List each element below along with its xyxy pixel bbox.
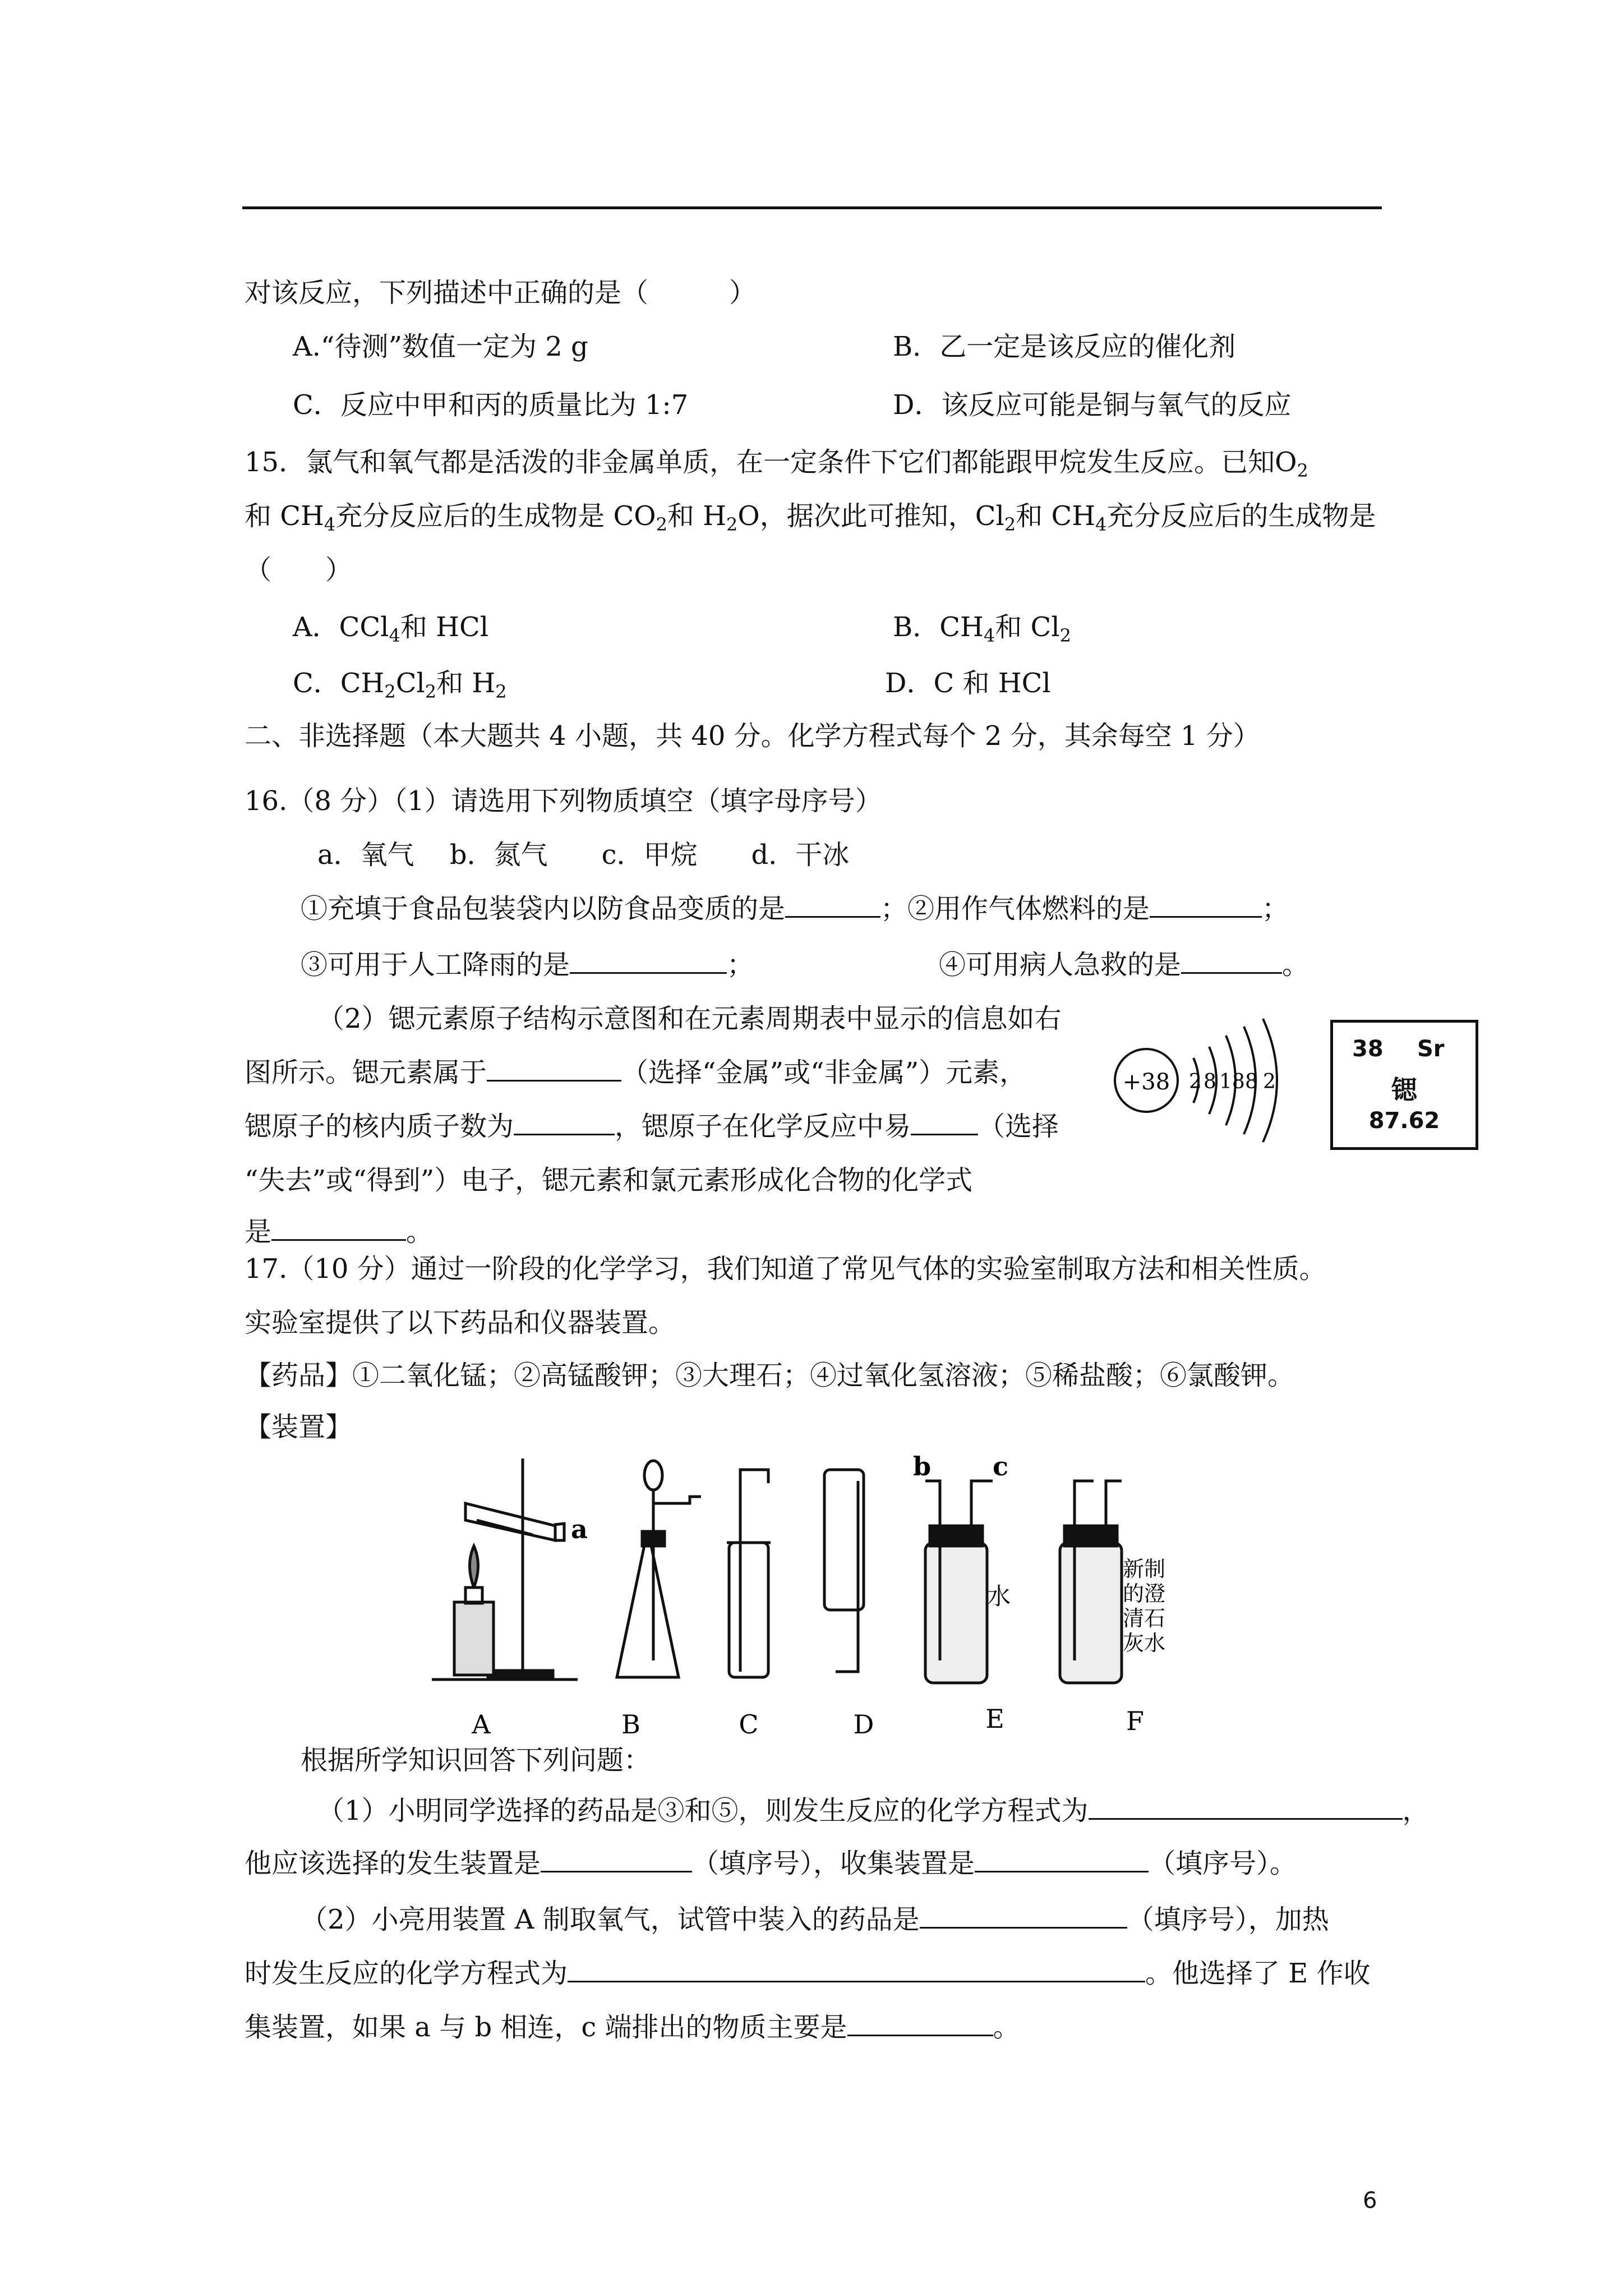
- answer-blank[interactable]: [1181, 947, 1282, 974]
- q17-s1-line2: 他应该选择的发生装置是 （填序号），收集装置是 （填序号）。: [245, 1846, 1297, 1881]
- q16-part2-line2: 图所示。锶元素属于 （选择“金属”或“非金属”）元素，: [245, 1055, 1026, 1091]
- q17-line1: 17.（10 分）通过一阶段的化学学习，我们知道了常见气体的实验室制取方法和相关性质。: [245, 1253, 1326, 1285]
- q17-s2-line2: 时发生反应的化学方程式为 。他选择了 E 作收: [245, 1955, 1371, 1991]
- q15-option-c: C．$CH_2Cl_2$和 $H_2$: [293, 668, 507, 702]
- answer-blank[interactable]: [514, 1109, 615, 1135]
- answer-blank[interactable]: [975, 1846, 1149, 1872]
- q14-option-c: C．反应中甲和丙的质量比为 1:7: [293, 389, 689, 421]
- q17-line2: 实验室提供了以下药品和仪器装置。: [245, 1307, 676, 1338]
- q17-prompt: 根据所学知识回答下列问题：: [301, 1745, 651, 1776]
- label-limewater: 清石: [1123, 1606, 1166, 1631]
- label-c: c: [993, 1451, 1009, 1481]
- shell-count: 2: [1263, 1070, 1276, 1093]
- label-limewater: 灰水: [1123, 1631, 1166, 1655]
- q16-part2-line4: “失去”或“得到”）电子，锶元素和氯元素形成化合物的化学式: [245, 1165, 973, 1196]
- page-number: 6: [1363, 2188, 1377, 2214]
- header-rule: [242, 206, 1382, 209]
- nucleus-charge: +38: [1122, 1069, 1170, 1095]
- q15-line3: （ ）: [245, 554, 353, 586]
- strontium-atom-diagram: [1099, 1010, 1335, 1144]
- q14-option-b: B．乙一定是该反应的催化剂: [893, 331, 1236, 362]
- apparatus-label: F: [1126, 1706, 1144, 1736]
- apparatus-f: [1060, 1481, 1122, 1683]
- apparatus-figure: [432, 1436, 1206, 1750]
- label-limewater: 的澄: [1123, 1581, 1166, 1606]
- answer-blank[interactable]: [785, 891, 880, 918]
- answer-blank[interactable]: [920, 1902, 1127, 1929]
- element-symbol: Sr: [1417, 1036, 1445, 1062]
- answer-blank[interactable]: [568, 1956, 1145, 1982]
- answer-blank[interactable]: [911, 1109, 978, 1135]
- label-limewater: 新制: [1123, 1557, 1166, 1581]
- q16-line1: 16.（8 分）（1）请选用下列物质填空（填字母序号）: [245, 785, 882, 817]
- apparatus-a: [432, 1458, 578, 1680]
- apparatus-d: [824, 1470, 864, 1672]
- q17-s2-line1: （2）小亮用装置 A 制取氧气，试管中装入的药品是 （填序号），加热: [301, 1902, 1329, 1938]
- q15-option-a: A．CCl$_4$和 HCl: [293, 611, 489, 646]
- label-water: 水: [987, 1582, 1011, 1610]
- answer-blank[interactable]: [570, 947, 727, 974]
- answer-blank[interactable]: [847, 2010, 993, 2036]
- q15-line2: 和 $CH_4$充分反应后的生成物是 $CO_2$和 $H_2O$，据次此可推知，$Cl_2$和 $CH_4$充分反应后的生成物是: [245, 500, 1376, 535]
- apparatus-label: E: [985, 1704, 1004, 1734]
- apparatus-label: A: [472, 1709, 491, 1740]
- atomic-number: 38: [1352, 1036, 1384, 1062]
- label-a: a: [571, 1514, 588, 1544]
- shell-count: 2: [1189, 1070, 1202, 1093]
- element-name: 锶: [1391, 1075, 1417, 1105]
- q14-stem: 对该反应，下列描述中正确的是（ ）: [245, 277, 757, 309]
- apparatus-b: [617, 1461, 701, 1677]
- answer-blank[interactable]: [271, 1214, 406, 1241]
- apparatus-c: [727, 1470, 771, 1677]
- q16-part2-line5: 是 。: [245, 1214, 433, 1250]
- element-cell-strontium: [1330, 1020, 1478, 1150]
- answer-blank[interactable]: [1150, 891, 1262, 918]
- q17-s1-line1: （1）小明同学选择的药品是③和⑤，则发生反应的化学方程式为 ，: [317, 1793, 1430, 1829]
- q16-part2-line3: 锶原子的核内质子数为 ，锶原子在化学反应中易 （选择: [245, 1108, 1059, 1144]
- shell-count: 18: [1219, 1070, 1245, 1093]
- label-b: b: [913, 1451, 932, 1481]
- shell-count: 8: [1245, 1070, 1258, 1093]
- q15-line1: 15．氯气和氧气都是活泼的非金属单质，在一定条件下它们都能跟甲烷发生反应。已知$O_2$: [245, 447, 1308, 481]
- apparatus-label: C: [739, 1709, 759, 1740]
- apparatus-label: B: [621, 1709, 640, 1740]
- q16-line3: ①充填于食品包装袋内以防食品变质的是 ；②用作气体燃料的是 ；: [301, 891, 1289, 927]
- q17-devices-heading: 【装置】: [245, 1411, 353, 1443]
- apparatus-label: D: [853, 1709, 874, 1740]
- section-heading: 二、非选择题（本大题共 4 小题，共 40 分。化学方程式每个 2 分，其余每空 1 分）: [245, 720, 1260, 752]
- apparatus-e: [925, 1481, 993, 1683]
- q15-option-b: B．$CH_4$和 $Cl_2$: [893, 611, 1071, 646]
- q16-part2-line1: （2）锶元素原子结构示意图和在元素周期表中显示的信息如右: [317, 1003, 1062, 1034]
- answer-blank[interactable]: [1089, 1793, 1403, 1820]
- shell-count: 8: [1204, 1070, 1216, 1093]
- answer-blank[interactable]: [487, 1055, 621, 1082]
- q17-drugs: 【药品】①二氧化锰；②高锰酸钾；③大理石；④过氧化氢溶液；⑤稀盐酸；⑥氯酸钾。: [245, 1360, 1295, 1391]
- q14-option-d: D．该反应可能是铜与氧气的反应: [893, 389, 1292, 421]
- q17-s2-line3: 集装置，如果 a 与 b 相连，c 端排出的物质主要是 。: [245, 2009, 1020, 2045]
- q14-option-a: A.“待测”数值一定为 2 g: [293, 331, 588, 362]
- atomic-mass: 87.62: [1368, 1108, 1440, 1134]
- answer-blank[interactable]: [541, 1846, 692, 1872]
- q16-options: a．氧气 b．氮气 c．甲烷 d．干冰: [317, 839, 850, 871]
- q15-option-d: D．C 和 HCl: [885, 668, 1051, 699]
- q16-line4: ③可用于人工降雨的是 ； ④可用病人急救的是 。: [301, 947, 1309, 983]
